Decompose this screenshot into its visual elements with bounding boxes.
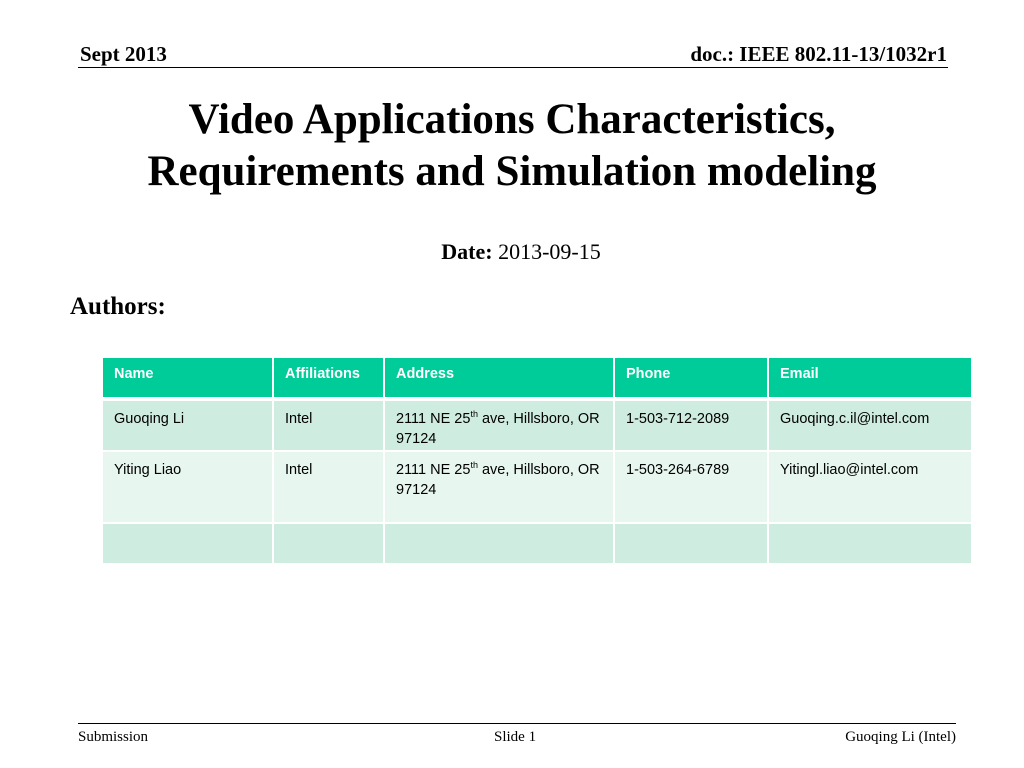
header-date: Sept 2013 bbox=[80, 42, 167, 66]
author-phone-cell: 1-503-264-6789 bbox=[614, 451, 768, 523]
footer-author: Guoqing Li (Intel) bbox=[845, 729, 956, 745]
slide-title bbox=[0, 94, 1024, 198]
date-value: 2013-09-15 bbox=[498, 239, 601, 264]
author-email-cell: Guoqing.c.il@intel.com bbox=[768, 399, 972, 451]
address-rest: ave, Hillsboro, OR 97124 bbox=[396, 411, 600, 447]
author-email-cell: Yitingl.liao@intel.com bbox=[768, 451, 972, 523]
address-ordinal-suffix: th bbox=[470, 460, 478, 471]
column-header-phone: Phone bbox=[614, 357, 768, 399]
table-header-row bbox=[102, 357, 972, 399]
author-affiliation-cell: Intel bbox=[273, 451, 384, 523]
empty-cell bbox=[768, 523, 972, 564]
empty-cell bbox=[384, 523, 614, 564]
author-address-cell bbox=[384, 399, 614, 451]
column-header-name: Name bbox=[102, 357, 273, 399]
author-name-cell: Yiting Liao bbox=[102, 451, 273, 523]
date-label: Date: bbox=[441, 239, 493, 264]
empty-cell bbox=[102, 523, 273, 564]
address-rest: ave, Hillsboro, OR 97124 bbox=[396, 462, 600, 498]
empty-cell bbox=[273, 523, 384, 564]
header-doc-id: doc.: IEEE 802.11-13/1032r1 bbox=[690, 42, 947, 66]
table-row-empty bbox=[102, 523, 972, 564]
authors-table bbox=[101, 356, 973, 565]
footer-submission: Submission bbox=[78, 729, 149, 745]
slide-title-line-2: Requirements and Simulation modeling bbox=[147, 148, 877, 195]
footer-slide-number: Slide 1 bbox=[494, 729, 537, 745]
author-name-cell: Guoqing Li bbox=[102, 399, 273, 451]
authors-heading: Authors: bbox=[70, 293, 166, 320]
author-address-cell bbox=[384, 451, 614, 523]
address-ordinal-suffix: th bbox=[470, 409, 478, 420]
date-line bbox=[0, 238, 1024, 266]
column-header-address: Address bbox=[384, 357, 614, 399]
empty-cell bbox=[614, 523, 768, 564]
address-street: 2111 NE 25 bbox=[396, 462, 471, 478]
author-affiliation-cell: Intel bbox=[273, 399, 384, 451]
footer-divider bbox=[78, 723, 956, 724]
table-row bbox=[102, 451, 972, 523]
author-phone-cell: 1-503-712-2089 bbox=[614, 399, 768, 451]
slide-title-line-1: Video Applications Characteristics, bbox=[188, 96, 836, 143]
header-divider bbox=[78, 67, 948, 68]
column-header-email: Email bbox=[768, 357, 972, 399]
column-header-affiliations: Affiliations bbox=[273, 357, 384, 399]
table-row bbox=[102, 399, 972, 451]
address-street: 2111 NE 25 bbox=[396, 411, 471, 427]
